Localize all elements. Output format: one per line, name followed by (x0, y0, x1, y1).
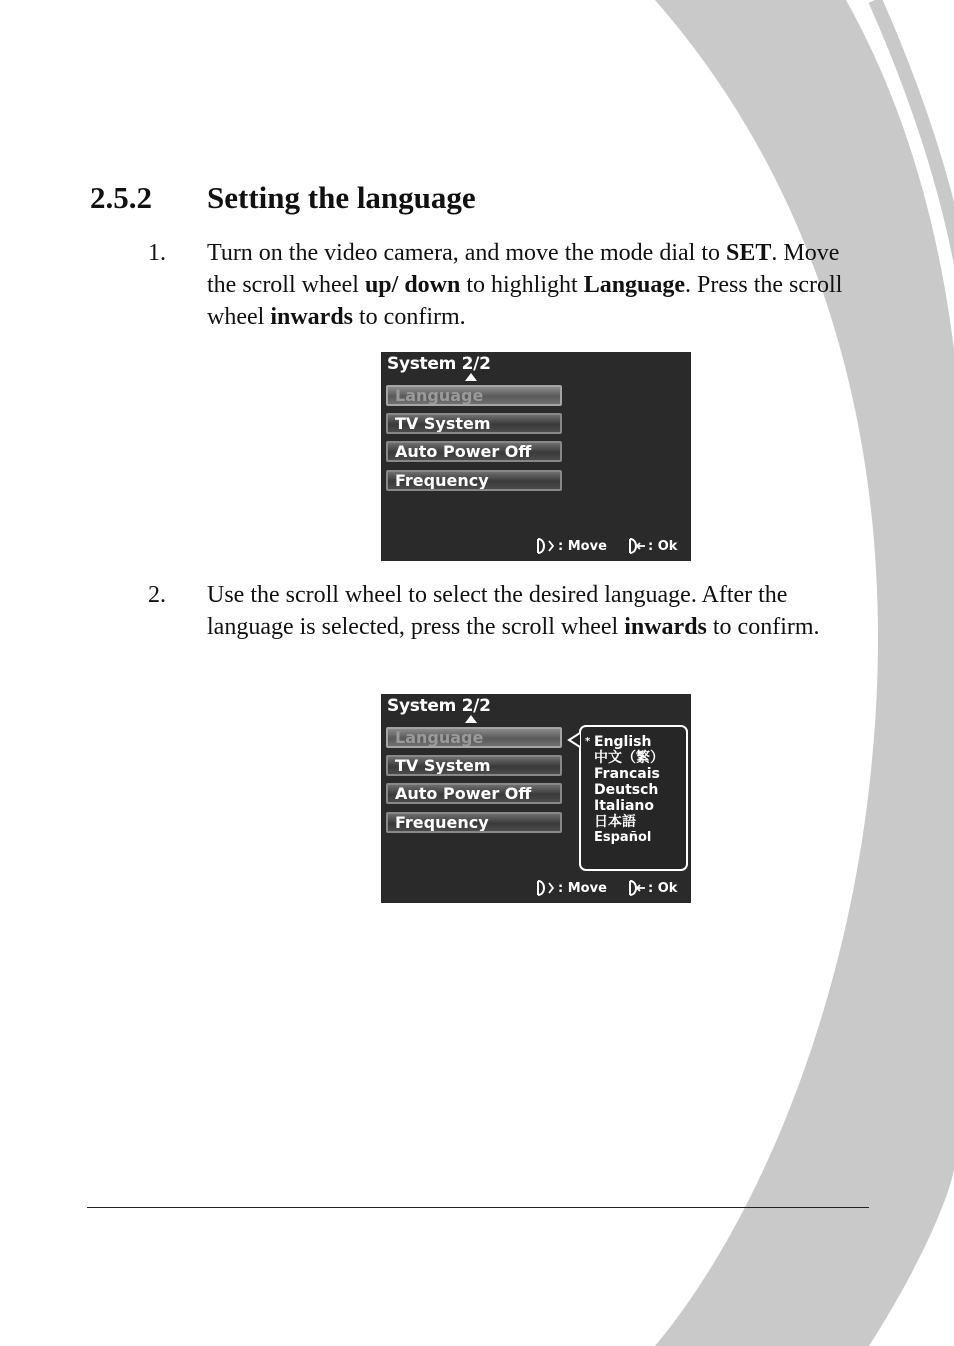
page-up-arrow-icon (465, 715, 477, 723)
scroll-wheel-icon (535, 879, 557, 897)
footer-ok-hint (627, 879, 677, 897)
menu-item-frequency[interactable]: Frequency (386, 812, 562, 833)
camera-screen-language-list (381, 694, 691, 903)
footer-ok-label: : Ok (648, 538, 678, 554)
step-text (207, 237, 872, 333)
bold-term: SET (726, 240, 772, 266)
footer-move-hint (535, 537, 607, 555)
menu-item-auto-power-off[interactable]: Auto Power Off (386, 783, 562, 804)
press-wheel-icon (627, 537, 647, 555)
menu-item-tv-system[interactable]: TV System (386, 413, 562, 434)
step-text (207, 579, 872, 643)
language-option-deutsch[interactable]: Deutsch (594, 782, 659, 798)
bold-term: inwards (624, 614, 707, 640)
menu-item-frequency[interactable]: Frequency (386, 470, 562, 491)
language-option-italiano[interactable]: Italiano (594, 798, 654, 814)
text-run: . Move the scroll wheel (207, 240, 840, 298)
footer-move-hint (535, 879, 607, 897)
text-run: to highlight (460, 272, 584, 298)
footer-ok-label: : Ok (648, 880, 678, 896)
step-number: 2. (148, 582, 166, 608)
language-option-espanol[interactable]: Español (594, 830, 652, 845)
menu-item-auto-power-off[interactable]: Auto Power Off (386, 441, 562, 462)
bold-term: inwards (270, 304, 353, 330)
language-list (585, 734, 664, 846)
current-language-marker: * (585, 736, 591, 747)
menu-item-language[interactable]: Language (386, 385, 562, 406)
section-title: Setting the language (207, 180, 476, 215)
text-run: to confirm. (706, 614, 820, 640)
language-option-traditional-chinese[interactable]: 中文（繁） (594, 750, 664, 766)
language-option-english[interactable]: English (594, 734, 652, 750)
menu-item-language[interactable]: Language (386, 727, 562, 748)
footer-rule (87, 1207, 869, 1208)
text-run: . Press the scroll wheel (207, 272, 843, 330)
camera-screen-language-menu (381, 352, 691, 561)
footer-move-label: : Move (558, 538, 607, 554)
popup-pointer-icon (567, 732, 581, 748)
screen-title: System 2/2 (387, 354, 491, 374)
text-run: to confirm. (353, 304, 466, 330)
bold-term: up/ down (364, 272, 461, 298)
language-option-francais[interactable]: Francais (594, 766, 660, 782)
language-popup (579, 725, 688, 871)
footer-ok-hint (627, 537, 677, 555)
screen-title: System 2/2 (387, 696, 491, 716)
press-wheel-icon (627, 879, 647, 897)
text-run: Use the scroll wheel to select the desired language. After the language is selected, press the scroll wheel (207, 582, 788, 640)
bold-term: Language (583, 272, 686, 298)
footer-move-label: : Move (558, 880, 607, 896)
step-number: 1. (148, 240, 166, 266)
text-run: Turn on the video camera, and move the mode dial to (207, 240, 726, 266)
scroll-wheel-icon (535, 537, 557, 555)
menu-item-tv-system[interactable]: TV System (386, 755, 562, 776)
section-number: 2.5.2 (90, 180, 152, 215)
language-option-japanese[interactable]: 日本語 (594, 814, 636, 830)
page-up-arrow-icon (465, 373, 477, 381)
